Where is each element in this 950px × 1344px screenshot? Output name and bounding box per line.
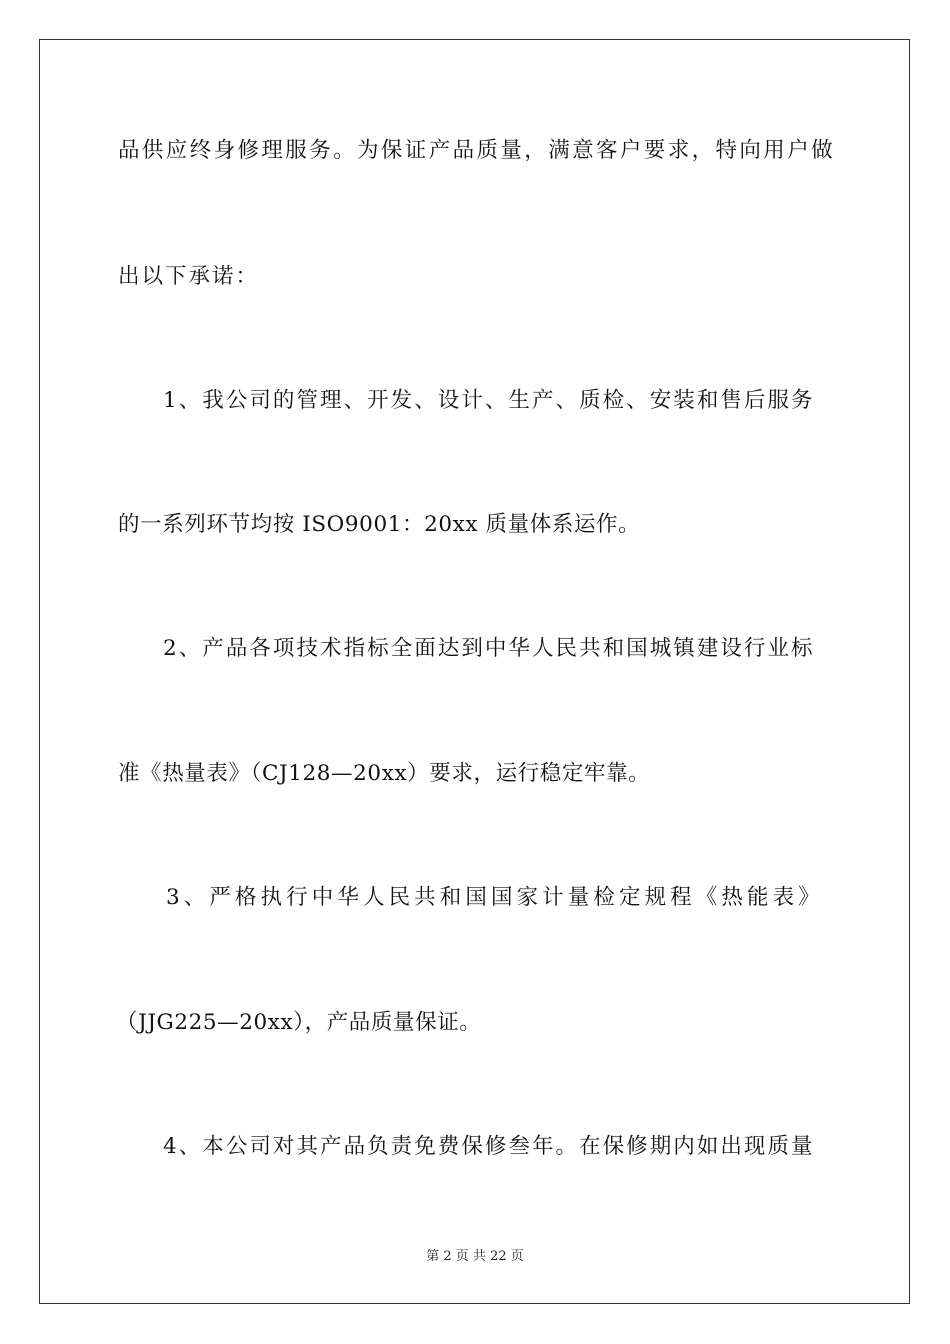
page-border [39, 39, 910, 1304]
body-line-9: 4、本公司对其产品负责免费保修叁年。在保修期内如出现质量 [163, 1134, 815, 1159]
body-line-2: 出以下承诺： [118, 264, 260, 289]
page-footer: 第 2 页 共 22 页 [426, 1249, 524, 1264]
body-line-1: 品供应终身修理服务。为保证产品质量，满意客户要求，特向用户做 [118, 138, 836, 163]
body-line-7: 3、严格执行中华人民共和国国家计量检定规程《热能表》 [166, 885, 824, 910]
body-line-8: （JJG225—20xx），产品质量保证。 [116, 1010, 482, 1035]
body-line-3: 1、我公司的管理、开发、设计、生产、质检、安装和售后服务 [163, 388, 815, 413]
body-line-4: 的一系列环节均按 ISO9001：20xx 质量体系运作。 [118, 512, 641, 537]
body-line-5: 2、产品各项技术指标全面达到中华人民共和国城镇建设行业标 [163, 636, 815, 661]
body-line-6: 准《热量表》（CJ128—20xx）要求，运行稳定牢靠。 [118, 761, 651, 786]
